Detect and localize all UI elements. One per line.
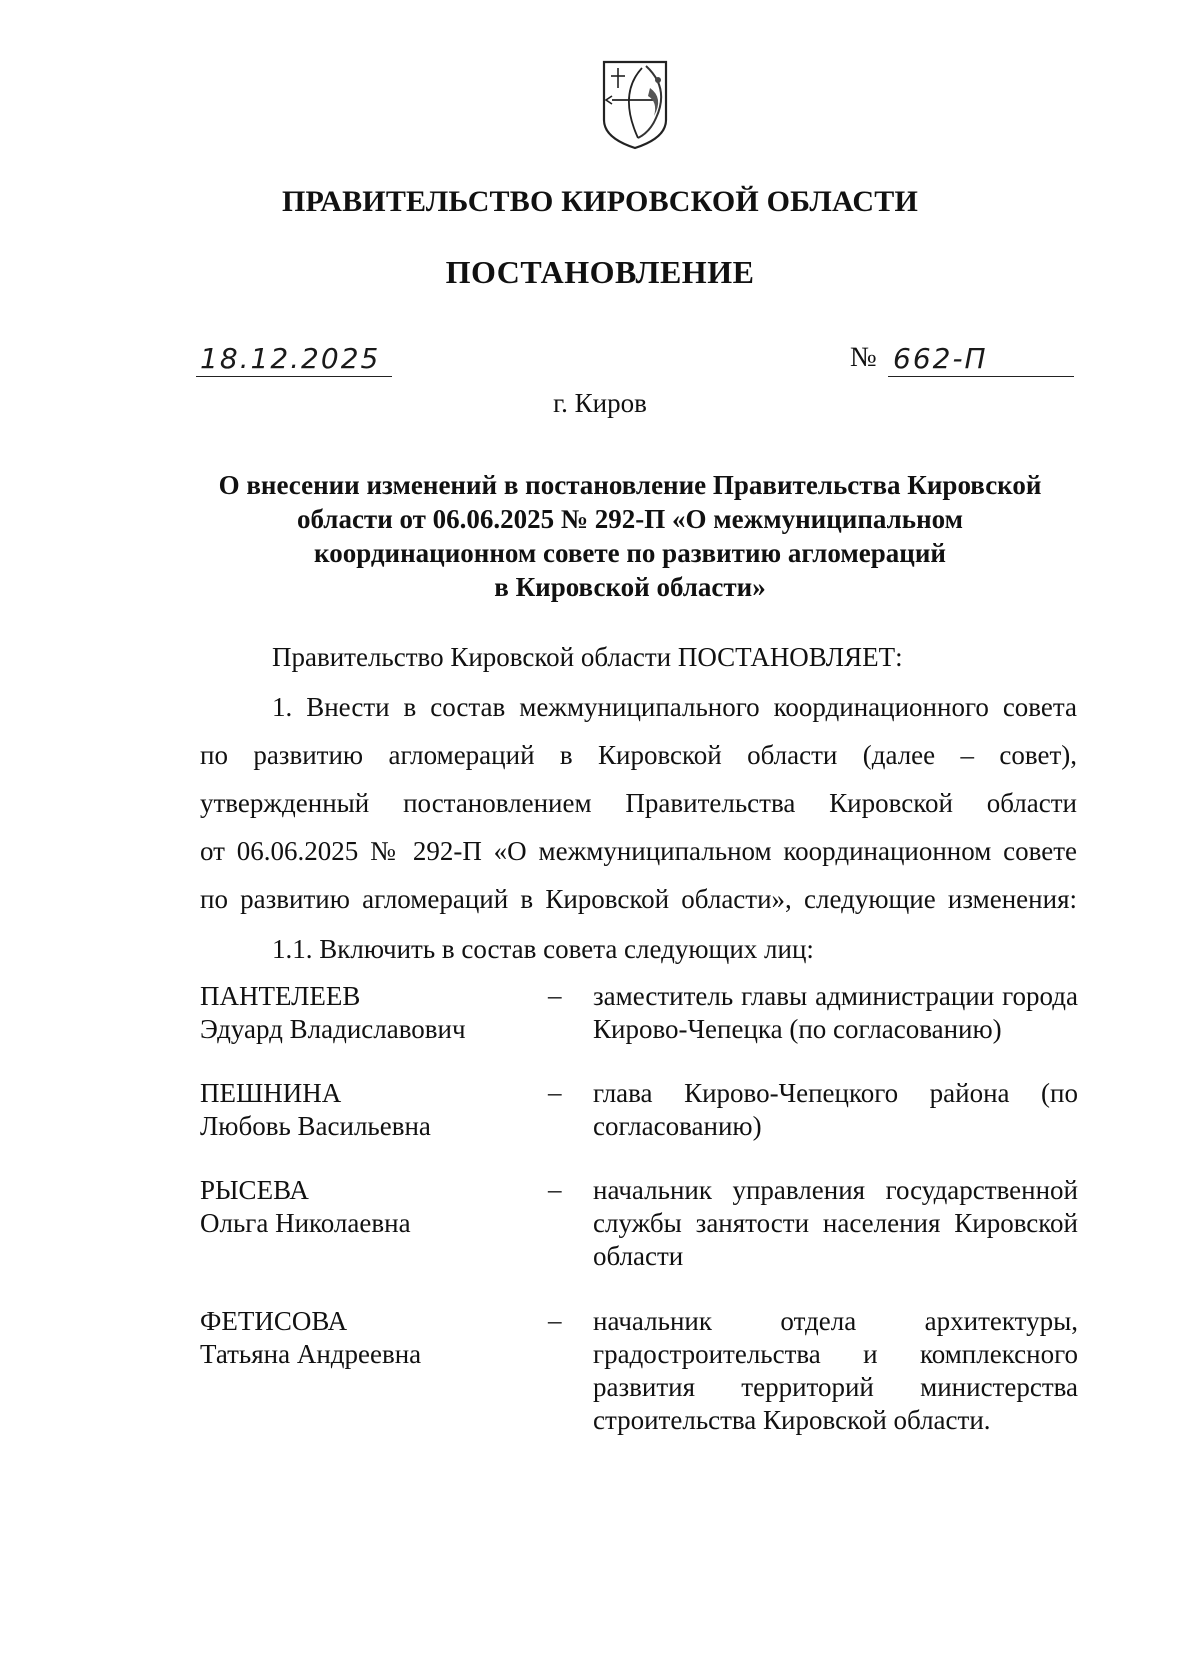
role-line: начальник отдела архитектуры, xyxy=(593,1306,1078,1336)
role-line: Кирово-Чепецка (по согласованию) xyxy=(593,1014,1002,1044)
dash: – xyxy=(548,980,562,1010)
member-name xyxy=(200,1077,431,1143)
dash: – xyxy=(548,1077,562,1107)
member-surname: ПАНТЕЛЕЕВ xyxy=(200,981,361,1011)
document-type: ПОСТАНОВЛЕНИЕ xyxy=(445,254,755,290)
coat-of-arms-icon xyxy=(598,58,672,150)
item1-line: от 06.06.2025 № 292-П «О межмуниципальном координационном совете xyxy=(200,836,1077,866)
document-date: 18.12.2025 xyxy=(200,342,381,375)
member-given-name: Татьяна Андреевна xyxy=(200,1339,422,1369)
member-given-name: Ольга Николаевна xyxy=(200,1208,411,1238)
number-sign: № xyxy=(850,342,877,373)
role-line: согласованию) xyxy=(593,1111,762,1141)
item1-line: по развитию агломераций в Кировской области», следующие изменения: xyxy=(200,884,1077,914)
government-title: ПРАВИТЕЛЬСТВО КИРОВСКОЙ ОБЛАСТИ xyxy=(282,185,918,218)
member-surname: РЫСЕВА xyxy=(200,1175,309,1205)
member-role xyxy=(593,1305,1078,1437)
member-role xyxy=(593,980,1078,1046)
item1-line: 1. Внести в состав межмуниципального координационного совета xyxy=(272,692,1077,722)
member-name xyxy=(200,1174,411,1240)
member-surname: ПЕШНИНА xyxy=(200,1078,342,1108)
member-name xyxy=(200,980,466,1046)
dash: – xyxy=(548,1174,562,1204)
item1-line: по развитию агломераций в Кировской области (далее – совет), xyxy=(200,740,1077,770)
item1-1: 1.1. Включить в состав совета следующих лиц: xyxy=(272,934,814,964)
role-line: строительства Кировской области. xyxy=(593,1405,991,1435)
subject-line: координационном совете по развитию агломераций xyxy=(314,538,946,568)
preamble: Правительство Кировской области ПОСТАНОВЛЯЕТ: xyxy=(272,642,903,672)
role-line: начальник управления государственной xyxy=(593,1175,1078,1205)
role-line: службы занятости населения Кировской xyxy=(593,1208,1078,1238)
city: г. Киров xyxy=(553,388,647,418)
dash: – xyxy=(548,1305,562,1335)
role-line: развития территорий министерства xyxy=(593,1372,1078,1402)
role-line: области xyxy=(593,1241,684,1271)
member-role xyxy=(593,1174,1078,1273)
member-name xyxy=(200,1305,421,1371)
role-line: глава Кирово-Чепецкого района (по xyxy=(593,1078,1078,1108)
role-line: градостроительства и комплексного xyxy=(593,1339,1078,1369)
document-number: 662-П xyxy=(893,342,988,375)
member-role xyxy=(593,1077,1078,1143)
role-line: заместитель главы администрации города xyxy=(593,981,1078,1011)
member-given-name: Эдуард Владиславович xyxy=(200,1014,466,1044)
subject-line: в Кировской области» xyxy=(494,572,766,602)
subject-line: О внесении изменений в постановление Правительства Кировской xyxy=(218,470,1042,500)
member-given-name: Любовь Васильевна xyxy=(200,1111,431,1141)
member-surname: ФЕТИСОВА xyxy=(200,1306,348,1336)
item1-line: утвержденный постановлением Правительства Кировской области xyxy=(200,788,1077,818)
subject-line: области от 06.06.2025 № 292-П «О межмуниципальном xyxy=(296,504,964,534)
document-subject xyxy=(190,468,1070,604)
